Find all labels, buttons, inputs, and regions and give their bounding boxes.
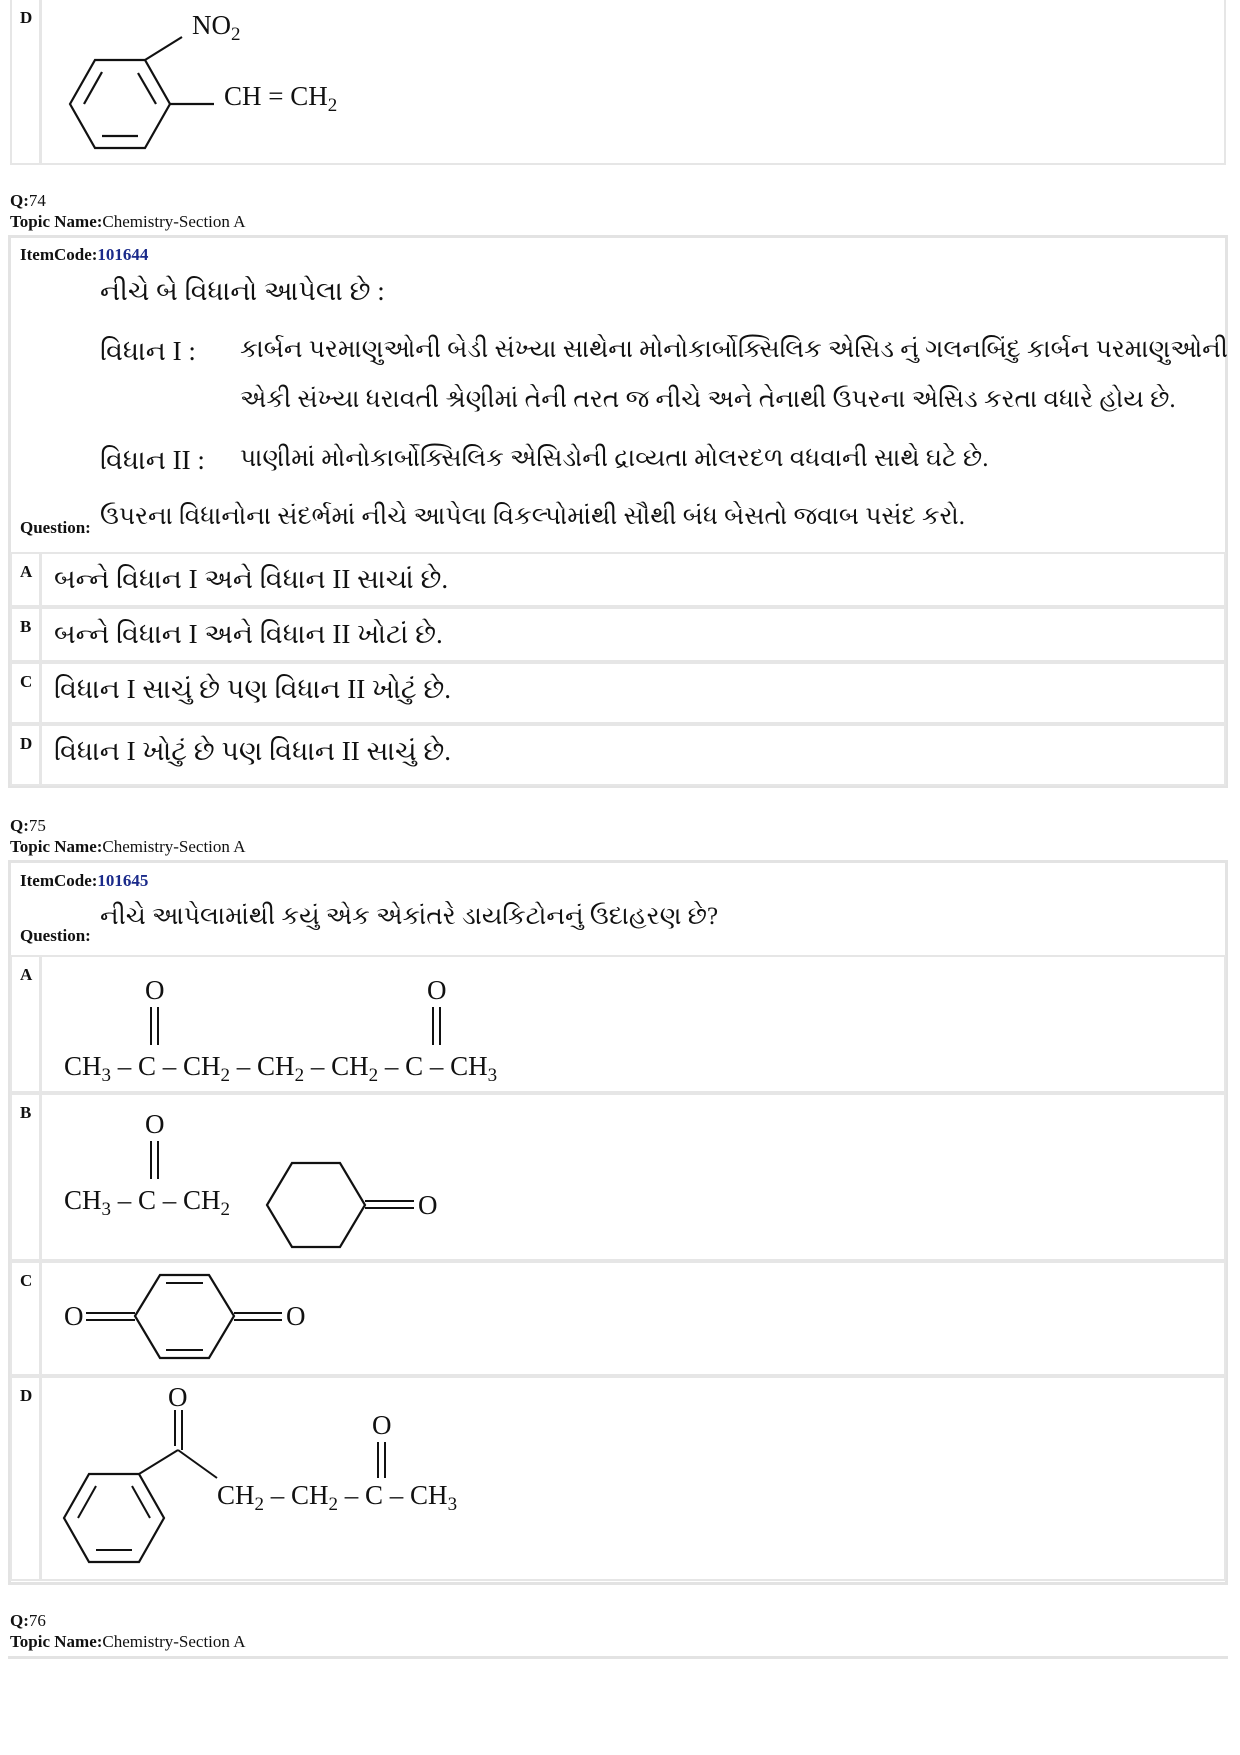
svg-text:NO2: $NO_2$ [192,10,241,45]
prev-option-d[interactable] [10,0,1226,165]
option-letter: C [12,1263,42,1374]
option-text: બન્ને વિધાન I અને વિધાન II સાચાં છે. [54,564,449,594]
option-letter: D [12,726,42,784]
svg-text:O: O [418,1190,438,1220]
q75-option-d[interactable] [10,1376,1226,1581]
option-text: બન્ને વિધાન I અને વિધાન II ખોટાં છે. [54,619,443,649]
option-letter: D [12,1378,42,1579]
q74-option-b[interactable] [10,607,1226,662]
svg-text:O: O [145,1109,165,1139]
svg-text:CH = CH2: CH = $CH_2$ [224,81,338,116]
question-label: Question: [20,518,91,537]
q75-question: નીચે આપેલામાંથી કયું એક એકાંતરે ડાયકિટોનનું ઉદાહરણ છે? [100,903,719,930]
statement-2-label: વિધાન II : [100,445,205,475]
diketone-b-structure [52,1095,492,1260]
q75-option-b[interactable] [10,1093,1226,1261]
q75-itemcode: ItemCode:101645 [20,871,149,890]
option-letter: B [12,1095,42,1259]
q75-option-c[interactable] [10,1261,1226,1376]
svg-text:O: O [64,1301,84,1331]
nitrostyrene-structure [52,0,372,160]
question-label: Question: [20,926,91,945]
q74-option-a[interactable] [10,552,1226,607]
q74-option-c[interactable] [10,662,1226,724]
option-letter: B [12,609,42,660]
q75-header: Q:75 Topic Name:Chemistry-Section A [10,816,246,856]
statement-2-text: પાણીમાં મોનોકાર્બોક્સિલિક એસિડોની દ્રાવ્યતા મોલરદળ વધવાની સાથે ઘટે છે. [240,445,989,472]
statement-1-line1: કાર્બન પરમાણુઓની બેડી સંખ્યા સાથેના મોનોકાર્બોક્સિલિક એસિડ નું ગલનબિંદુ કાર્બન પરમાણુઓની [240,336,1228,363]
q74-option-d[interactable] [10,724,1226,786]
svg-text:O: O [286,1301,306,1331]
svg-text:O: O [168,1382,188,1412]
svg-text:O: O [427,975,447,1005]
option-text: વિધાન I સાચું છે પણ વિધાન II ખોટું છે. [54,674,451,704]
diketone-d-structure [52,1378,532,1578]
q74-itemcode: ItemCode:101644 [20,245,149,264]
svg-text:O: O [145,975,165,1005]
option-letter: C [12,664,42,722]
divider [8,1656,1228,1659]
q74-header: Q:74 Topic Name:Chemistry-Section A [10,191,246,231]
q74-question: ઉપરના વિધાનોના સંદર્ભમાં નીચે આપેલા વિકલ્પોમાંથી સૌથી બંધ બેસતો જવાબ પસંદ કરો. [100,503,965,530]
svg-text:CH3 – C – CH2: $CH_3$ – C – $CH_2$ [64,1185,231,1220]
option-letter: D [12,0,42,163]
svg-text:CH2 – CH2 – C – CH3: $CH_2 - CH_2$ – C – $CH_3$ [217,1480,458,1515]
statement-1-label: વિધાન I : [100,336,196,366]
svg-text:CH3 – C – CH2 – CH2 – CH2 – C: $CH_3$ – C – $CH_2 - CH_2 - CH_2$ – C – $CH_3$ [64,1051,498,1086]
quinone-c-structure [52,1263,352,1375]
q74-intro: નીચે બે વિધાનો આપેલા છે : [100,276,385,306]
diketone-a-structure [52,957,572,1087]
q76-header: Q:76 Topic Name:Chemistry-Section A [10,1611,246,1651]
option-text: વિધાન I ખોટું છે પણ વિધાન II સાચું છે. [54,736,451,766]
svg-text:O: O [372,1410,392,1440]
q75-option-a[interactable] [10,955,1226,1093]
option-letter: A [12,554,42,605]
option-letter: A [12,957,42,1091]
statement-1-line2: એકી સંખ્યા ધરાવતી શ્રેણીમાં તેની તરત જ નીચે અને તેનાથી ઉપરના એસિડ કરતા વધારે હોય છે. [240,386,1176,413]
